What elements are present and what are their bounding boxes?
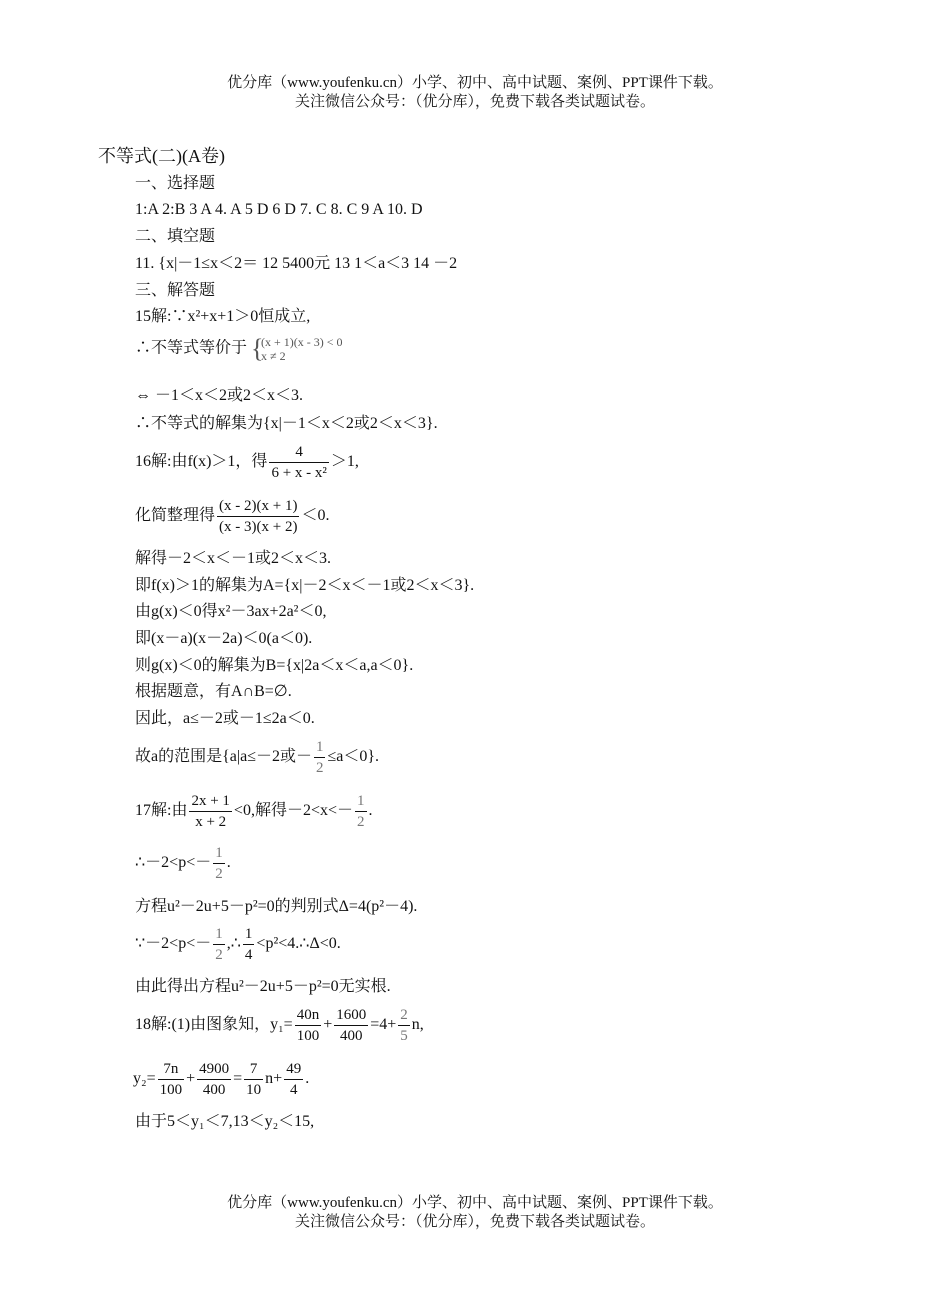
p18-fraction-1 [295,1005,322,1046]
p16-text-1a: 16解:由f(x)＞1，得 [135,453,268,471]
p18-line-1 [135,1005,424,1046]
p15-system-row-2: x ≠ 2 [261,349,286,363]
p18-text-1a: 18解:(1)由图象知，y₁= [135,1016,293,1034]
p16-line-10 [135,737,379,778]
p17-text-2b: . [226,854,231,872]
p18-text-2a: y₂= [133,1070,156,1088]
p16-line-5: 由g(x)＜0得x²－3ax+2a²＜0, [135,603,327,620]
p18-fraction-5 [197,1059,231,1100]
p16-line-2 [135,496,329,537]
fraction-numerator: 4900 [197,1059,231,1080]
p16-fraction-2 [217,496,299,537]
fraction-denominator: 100 [159,1082,183,1098]
p15-system-row-1: (x + 1)(x - 3) < 0 [261,335,343,349]
left-brace-icon: { [251,334,264,363]
p18-line-2 [133,1059,309,1100]
p16-text-2a: 化简整理得 [135,507,216,525]
p16-fraction-3 [314,737,326,778]
fraction-numerator: 4 [269,442,328,463]
p16-text-10a: 故a的范围是{a|a≤－2或－ [135,748,312,766]
section-fill-heading: 二、填空题 [135,228,216,245]
p18-text-1c: n, [411,1016,424,1034]
fraction-denominator: 400 [202,1082,226,1098]
fraction-numerator: (x - 2)(x + 1) [217,496,299,517]
p16-text-10b: ≤a＜0}. [327,748,380,766]
fraction-denominator: 10 [246,1082,262,1098]
fraction-denominator: 2 [315,760,324,776]
fraction-denominator: 4 [244,947,253,963]
fraction-numerator: 49 [284,1059,303,1080]
p17-text-2a: ∴－2<p<－ [135,854,212,872]
p15-line-3: ⇔ －1＜x＜2或2＜x＜3. [135,387,304,404]
p17-text-4b: ,∴ [226,935,241,953]
p17-line-5: 由此得出方程u²－2u+5－p²=0无实根. [135,978,391,995]
fraction-numerator: 7n [158,1059,185,1080]
fraction-numerator: 1 [213,843,225,864]
fraction-denominator: 6 + x - x² [271,465,327,481]
p18-fraction-3 [398,1005,410,1046]
p16-line-4: 即f(x)＞1的解集为A={x|－2＜x＜－1或2＜x＜3}. [135,577,475,594]
p18-fraction-2 [334,1005,368,1046]
fraction-denominator: 5 [400,1028,408,1044]
fraction-denominator: (x - 3)(x + 2) [219,519,298,535]
fraction-numerator: 1 [243,924,255,945]
fraction-denominator: x + 2 [195,814,227,830]
fraction-numerator: 1600 [334,1005,368,1026]
p17-fraction-half-a [213,843,225,884]
page-header [0,74,950,112]
fraction-denominator: 400 [340,1028,363,1044]
fraction-denominator: 4 [289,1082,298,1098]
p17-text-1a: 17解:由 [135,802,188,820]
footer-line-1: 优分库（www.youfenku.cn）小学、初中、高中试题、案例、PPT课件下载。 [227,1195,723,1211]
plus-sign: + [323,1016,333,1034]
fraction-numerator: 1 [213,924,225,945]
fraction-denominator: 2 [215,947,223,963]
p15-line-2 [135,335,343,363]
p17-line-3: 方程u²－2u+5－p²=0的判别式Δ=4(p²－4). [135,898,418,915]
p15-inequality-system [251,335,343,363]
p15-line-1: 15解:∵x²+x+1＞0恒成立, [135,308,311,325]
section-choice-heading: 一、选择题 [135,175,216,192]
p16-text-2b: ＜0. [301,507,330,525]
fraction-numerator: 2 [398,1005,410,1026]
fraction-numerator: 2x + 1 [189,791,231,812]
section-solve-heading: 三、解答题 [135,282,216,299]
p16-line-1 [135,442,359,483]
page-footer [0,1194,950,1232]
document-title: 不等式(二)(A卷) [98,146,225,166]
fraction-denominator: 2 [215,866,223,882]
p16-line-8: 根据题意，有A∩B=∅. [135,683,292,700]
p17-text-4c: <p²<4.∴Δ<0. [256,935,341,953]
p18-fraction-7 [284,1059,303,1100]
p16-text-1b: ＞1, [330,453,359,471]
p17-line-1 [135,791,373,832]
p17-text-1b: <0,解得－2<x<－ [233,802,353,820]
choice-answers: 1:A 2:B 3 A 4. A 5 D 6 D 7. C 8. C 9 A 10. D [135,201,423,218]
fraction-numerator: 1 [355,791,367,812]
p18-line-3: 由于5＜y₁＜7,13＜y₂＜15, [135,1113,315,1130]
p18-text-2c: . [305,1070,310,1088]
p18-fraction-6 [244,1059,263,1100]
p16-line-7: 则g(x)＜0的解集为B={x|2a＜x＜a,a＜0}. [135,657,414,674]
p18-fraction-4 [158,1059,185,1100]
p16-fraction-1 [269,442,328,483]
equals-sign: = [233,1070,243,1088]
p17-fraction-quarter [243,924,255,965]
p17-line-4 [135,924,341,965]
plus-sign: + [186,1070,196,1088]
p17-fraction-half-b [213,924,225,965]
fill-answers: 11. {x|－1≤x＜2＝ 12 5400元 13 1＜a＜3 14 －2 [135,255,458,272]
fraction-numerator: 7 [244,1059,263,1080]
fraction-denominator: 2 [357,814,365,830]
header-line-1: 优分库（www.youfenku.cn）小学、初中、高中试题、案例、PPT课件下载。 [227,75,723,91]
p15-equivalent-text: ∴不等式等价于 [135,339,248,357]
p17-text-4a: ∵－2<p<－ [135,935,212,953]
p16-line-6: 即(x－a)(x－2a)＜0(a＜0). [135,630,313,647]
p17-line-2 [135,843,231,884]
footer-line-2: 关注微信公众号：（优分库），免费下载各类试题试卷。 [294,1214,655,1230]
p18-text-2b: n+ [265,1070,283,1088]
p17-fraction-1 [189,791,231,832]
p16-line-3: 解得－2＜x＜－1或2＜x＜3. [135,550,332,567]
p17-text-1c: . [368,802,373,820]
p18-text-1b: =4+ [370,1016,397,1034]
fraction-numerator: 40n [295,1005,322,1026]
p16-line-9: 因此，a≤－2或－1≤2a＜0. [135,710,315,727]
fraction-denominator: 100 [296,1028,320,1044]
fraction-numerator: 1 [314,737,326,758]
p17-fraction-2 [355,791,367,832]
p15-line-4: ∴不等式的解集为{x|－1＜x＜2或2＜x＜3}. [135,415,438,432]
header-line-2: 关注微信公众号：（优分库），免费下载各类试题试卷。 [294,94,655,110]
